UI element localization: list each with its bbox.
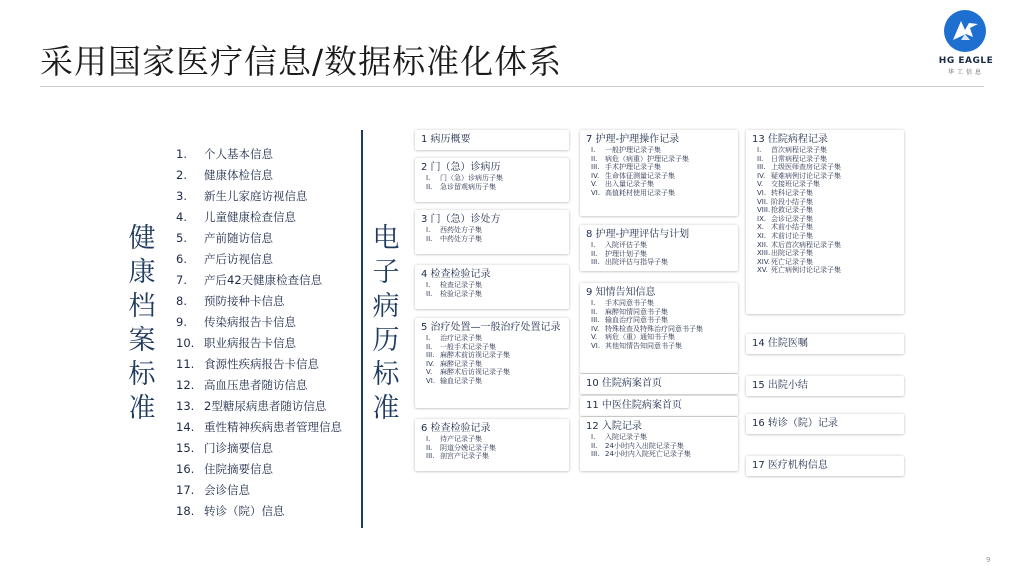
item-text: 病危（病重）护理记录子集 [605,154,689,163]
emr-box [415,158,569,202]
emr-subset-item [421,377,563,386]
item-numeral: III. [426,351,435,360]
item-numeral: V. [757,180,764,189]
item-numeral: VIII. [757,206,771,215]
list-item: 14. 重性精神疾病患者管理信息 [176,420,342,434]
item-text: 门（急）诊病历子集 [440,174,503,182]
emr-subset-item [421,351,563,360]
list-item: 15. 门诊摘要信息 [176,441,273,455]
emr-subset-item [421,174,563,183]
item-text: 上级医师查房记录子集 [771,163,841,172]
item-numeral: I. [426,174,431,182]
list-item: 10. 职业病报告卡信息 [176,336,296,350]
page-number: 9 [986,556,991,564]
emr-subset-item [752,155,898,164]
emr-box [746,414,904,434]
item-numeral: II. [426,182,433,191]
emr-box [415,210,569,254]
item-numeral: II. [426,443,433,452]
item-text: 剖宫产记录子集 [440,452,489,461]
emr-box-title: 5 治疗处置—一般治疗处置记录 [421,322,561,333]
item-text: 麻醉术后访视记录子集 [440,368,510,377]
item-numeral: II. [426,342,433,351]
item-numeral: II. [426,234,433,243]
emr-box-title: 2 门（急）诊病历 [421,162,501,173]
item-text: 生命体征测量记录子集 [605,171,675,180]
list-item: 11. 食源性疾病报告卡信息 [176,357,319,371]
emr-box [580,283,738,373]
emr-subset-item [421,452,563,461]
item-numeral: I. [426,281,431,289]
item-numeral: V. [591,333,598,342]
emr-box [746,130,904,314]
emr-box-title: 4 检查检验记录 [421,269,491,280]
emr-subset-item [586,258,732,267]
item-numeral: XV. [757,266,768,275]
item-text: 术后首次病程记录子集 [771,240,841,249]
eagle-logo-icon [944,10,986,52]
item-text: 交接班记录子集 [771,180,820,189]
item-numeral: IV. [426,359,435,368]
emr-subset-item [752,249,898,258]
list-item: 4. 儿童健康检查信息 [176,210,296,224]
logo-name: HG EAGLE [938,56,994,66]
item-numeral: I. [591,299,596,307]
list-item: 18. 转诊（院）信息 [176,504,285,518]
emr-box [580,374,738,394]
emr-subset-item [421,444,563,453]
item-numeral: IV. [757,171,766,180]
item-numeral: VI. [426,376,436,385]
emr-subset-item [586,146,732,155]
item-numeral: XI. [757,231,767,240]
emr-subset-item [421,281,563,290]
emr-box [580,396,738,416]
emr-subset-item [586,433,732,442]
emr-subset-item [752,232,898,241]
list-item: 6. 产后访视信息 [176,252,273,266]
emr-subset-item [421,226,563,235]
emr-box [746,456,904,476]
emr-box [415,265,569,309]
item-text: 治疗记录子集 [440,334,482,342]
item-text: 手术护理记录子集 [605,163,661,172]
item-numeral: IV. [591,324,600,333]
item-text: 护理计划子集 [605,249,647,258]
emr-box [580,225,738,271]
list-item: 3. 新生儿家庭访视信息 [176,189,308,203]
emr-subset-item [421,334,563,343]
item-numeral: VII. [757,197,769,206]
item-text: 手术同意书子集 [605,299,654,307]
list-item: 12. 高血压患者随访信息 [176,378,308,392]
item-text: 麻醉术前访视记录子集 [440,351,510,360]
item-text: 死亡病例讨论记录子集 [771,266,841,275]
emr-subset-item [586,299,732,308]
list-item: 7. 产后42天健康检查信息 [176,273,323,287]
emr-subset-item [586,450,732,459]
health-standard-label: 健 康 档 案 标 准 [128,223,156,424]
emr-standard-label: 电 子 病 历 标 准 [372,223,400,424]
item-text: 病危（重）通知书子集 [605,333,675,342]
emr-box [580,417,738,471]
item-text: 输血治疗同意书子集 [605,316,668,325]
emr-subset-item [752,198,898,207]
item-numeral: II. [591,441,598,450]
emr-box [746,376,904,396]
emr-subset-item [421,343,563,352]
health-standard-list [176,144,356,522]
item-numeral: II. [426,289,433,298]
item-text: 日常病程记录子集 [771,154,827,163]
item-numeral: II. [591,154,598,163]
emr-subset-item [586,189,732,198]
emr-box-title: 12 入院记录 [586,421,642,432]
item-numeral: V. [591,180,598,189]
emr-box [415,130,569,150]
item-text: 出院评估与指导子集 [605,258,668,267]
emr-subset-item [586,333,732,342]
item-text: 24小时内入出院记录子集 [605,441,684,450]
item-text: 特殊检查及特殊治疗同意书子集 [605,324,703,333]
company-logo [938,10,994,78]
emr-subset-item [586,155,732,164]
item-numeral: V. [426,368,433,377]
emr-subset-item [752,266,898,275]
emr-subset-item [421,235,563,244]
list-item: 8. 预防接种卡信息 [176,294,285,308]
emr-subset-item [421,290,563,299]
emr-subset-item [586,241,732,250]
emr-box [415,419,569,471]
item-text: 一般护理记录子集 [605,146,661,154]
emr-subset-item [752,189,898,198]
item-text: 检验记录子集 [440,289,482,298]
item-text: 入院记录子集 [605,433,647,441]
item-numeral: IX. [757,214,767,223]
emr-subset-item [586,308,732,317]
item-numeral: VI. [757,188,767,197]
emr-subset-item [586,250,732,259]
list-item: 13. 2型糖尿病患者随访信息 [176,399,327,413]
item-text: 抢救记录子集 [771,206,813,215]
item-numeral: XIV. [757,257,770,266]
item-numeral: I. [591,433,596,441]
emr-subset-item [586,442,732,451]
item-numeral: I. [591,241,596,249]
emr-subset-item [752,241,898,250]
emr-subset-item [752,163,898,172]
item-numeral: II. [591,307,598,316]
list-item: 17. 会诊信息 [176,483,250,497]
page-title: 采用国家医疗信息/数据标准化体系 [40,42,563,81]
item-text: 死亡记录子集 [771,257,813,266]
emr-box-title: 9 知情告知信息 [586,287,656,298]
emr-box [415,318,569,408]
item-numeral: I. [591,146,596,154]
emr-subset-item [586,163,732,172]
item-numeral: III. [426,452,435,461]
item-numeral: I. [757,146,762,154]
item-numeral: III. [591,163,600,172]
item-text: 24小时内入院死亡记录子集 [605,450,691,459]
emr-subset-item [752,206,898,215]
list-item: 2. 健康体检信息 [176,168,273,182]
item-text: 高值耗材使用记录子集 [605,188,675,197]
emr-subset-item [421,368,563,377]
item-numeral: VI. [591,341,601,350]
emr-box-title: 8 护理-护理评估与计划 [586,229,690,240]
item-text: 出院记录子集 [771,249,813,258]
emr-subset-item [586,342,732,351]
item-text: 入院评估子集 [605,241,647,249]
item-numeral: I. [426,334,431,342]
item-numeral: I. [426,226,431,234]
item-numeral: III. [591,258,600,267]
title-divider [40,86,984,87]
list-item: 16. 住院摘要信息 [176,462,273,476]
emr-box-title: 7 护理-护理操作记录 [586,134,680,145]
emr-box [746,334,904,354]
item-text: 待产记录子集 [440,435,482,443]
emr-subset-item [752,180,898,189]
emr-box-title: 13 住院病程记录 [752,134,828,145]
item-text: 一般手术记录子集 [440,342,496,351]
item-numeral: I. [426,435,431,443]
emr-box-title: 3 门（急）诊处方 [421,214,501,225]
item-text: 检查记录子集 [440,281,482,289]
item-text: 麻醉记录子集 [440,359,482,368]
section-divider [361,130,363,528]
emr-subset-item [421,435,563,444]
emr-box [580,130,738,216]
item-text: 西药处方子集 [440,226,482,234]
item-text: 麻醉知情同意书子集 [605,307,668,316]
item-numeral: VI. [591,188,601,197]
emr-box-title: 6 检查检验记录 [421,423,491,434]
list-item: 9. 传染病报告卡信息 [176,315,296,329]
emr-subset-item [752,146,898,155]
list-item: 5. 产前随访信息 [176,231,273,245]
emr-subset-item [752,223,898,232]
emr-box-title: 10 住院病案首页 [586,378,662,389]
logo-subtitle: 华工信息 [947,69,984,76]
emr-subset-item [421,183,563,192]
item-text: 急诊留观病历子集 [440,182,496,191]
item-text: 疑难病例讨论记录子集 [771,171,841,180]
item-numeral: II. [757,154,764,163]
emr-subset-item [586,316,732,325]
list-item: 1. 个人基本信息 [176,147,273,161]
item-text: 首次病程记录子集 [771,146,827,154]
item-text: 出入量记录子集 [605,180,654,189]
emr-box-title: 14 住院医嘱 [752,338,808,349]
item-numeral: X. [757,223,765,232]
item-text: 其他知情告知同意书子集 [605,341,682,350]
item-numeral: XIII. [757,249,771,258]
emr-box-title: 16 转诊（院）记录 [752,418,838,429]
item-numeral: III. [591,316,600,325]
item-text: 阶段小结子集 [771,197,813,206]
item-text: 中药处方子集 [440,234,482,243]
emr-box-title: 17 医疗机构信息 [752,460,828,471]
emr-box-title: 15 出院小结 [752,380,808,391]
item-text: 阴道分娩记录子集 [440,443,496,452]
emr-box-title: 11 中医住院病案首页 [586,400,682,411]
emr-subset-item [586,180,732,189]
item-numeral: II. [591,249,598,258]
item-numeral: III. [591,450,600,459]
item-numeral: XII. [757,240,769,249]
item-text: 输血记录子集 [440,376,482,385]
emr-box-title: 1 病历概要 [421,134,471,145]
item-text: 术前小结子集 [771,223,813,232]
item-text: 术前讨论子集 [771,231,813,240]
item-numeral: IV. [591,171,600,180]
item-text: 会诊记录子集 [771,214,813,223]
item-numeral: III. [757,163,766,172]
item-text: 转科记录子集 [771,188,813,197]
